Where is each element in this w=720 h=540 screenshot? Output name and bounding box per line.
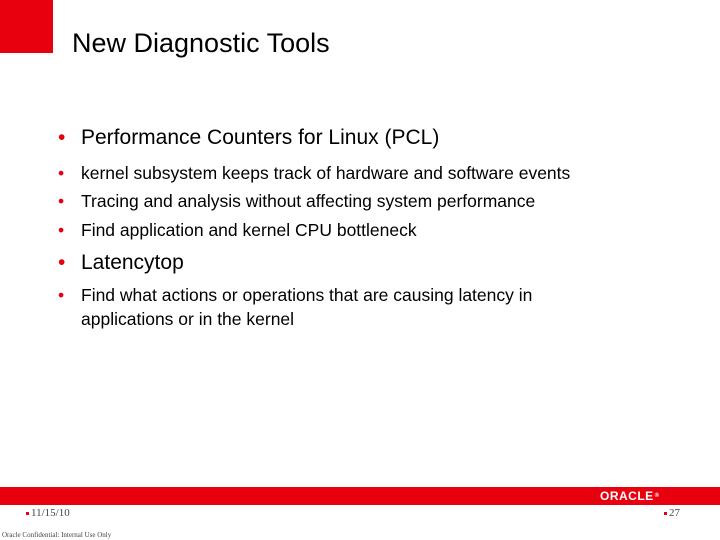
bullet-text: Performance Counters for Linux (PCL) — [81, 126, 440, 149]
bullet-text: kernel subsystem keeps track of hardware and software events — [81, 163, 571, 183]
bullet-item — [58, 161, 678, 185]
bullet-dot-icon: • — [58, 126, 66, 149]
bullet-item — [58, 283, 618, 331]
bullet-text: Latencytop — [81, 251, 184, 274]
brand-red-square — [0, 0, 53, 53]
page-number — [664, 507, 680, 519]
bullet-dot-icon: • — [58, 251, 66, 274]
bullet-text: Find what actions or operations that are causing latency in applications or in the kernel — [81, 285, 533, 329]
bullet-dot-icon: • — [58, 220, 65, 240]
page-dot-icon — [664, 512, 667, 515]
bullet-item — [58, 125, 678, 151]
slide-title: New Diagnostic Tools — [72, 28, 330, 58]
date-text: 11/15/10 — [31, 507, 70, 519]
registered-mark-icon: ® — [654, 493, 660, 499]
bullet-text: Find application and kernel CPU bottleneck — [81, 220, 417, 240]
page-number-text: 27 — [669, 507, 680, 519]
bullet-item — [58, 189, 678, 213]
bullet-dot-icon: • — [58, 163, 65, 183]
footer-date — [26, 507, 70, 519]
confidential-notice: Oracle Confidential: Internal Use Only — [2, 531, 112, 539]
date-dot-icon — [26, 512, 29, 515]
bullet-dot-icon: • — [58, 191, 65, 211]
bullet-text: Tracing and analysis without affecting system performance — [81, 191, 536, 211]
bullet-item — [58, 218, 678, 242]
bullet-item — [58, 250, 678, 276]
bullet-dot-icon: • — [58, 285, 65, 305]
logo-text: ORACLE — [600, 489, 654, 503]
oracle-logo — [600, 490, 660, 503]
